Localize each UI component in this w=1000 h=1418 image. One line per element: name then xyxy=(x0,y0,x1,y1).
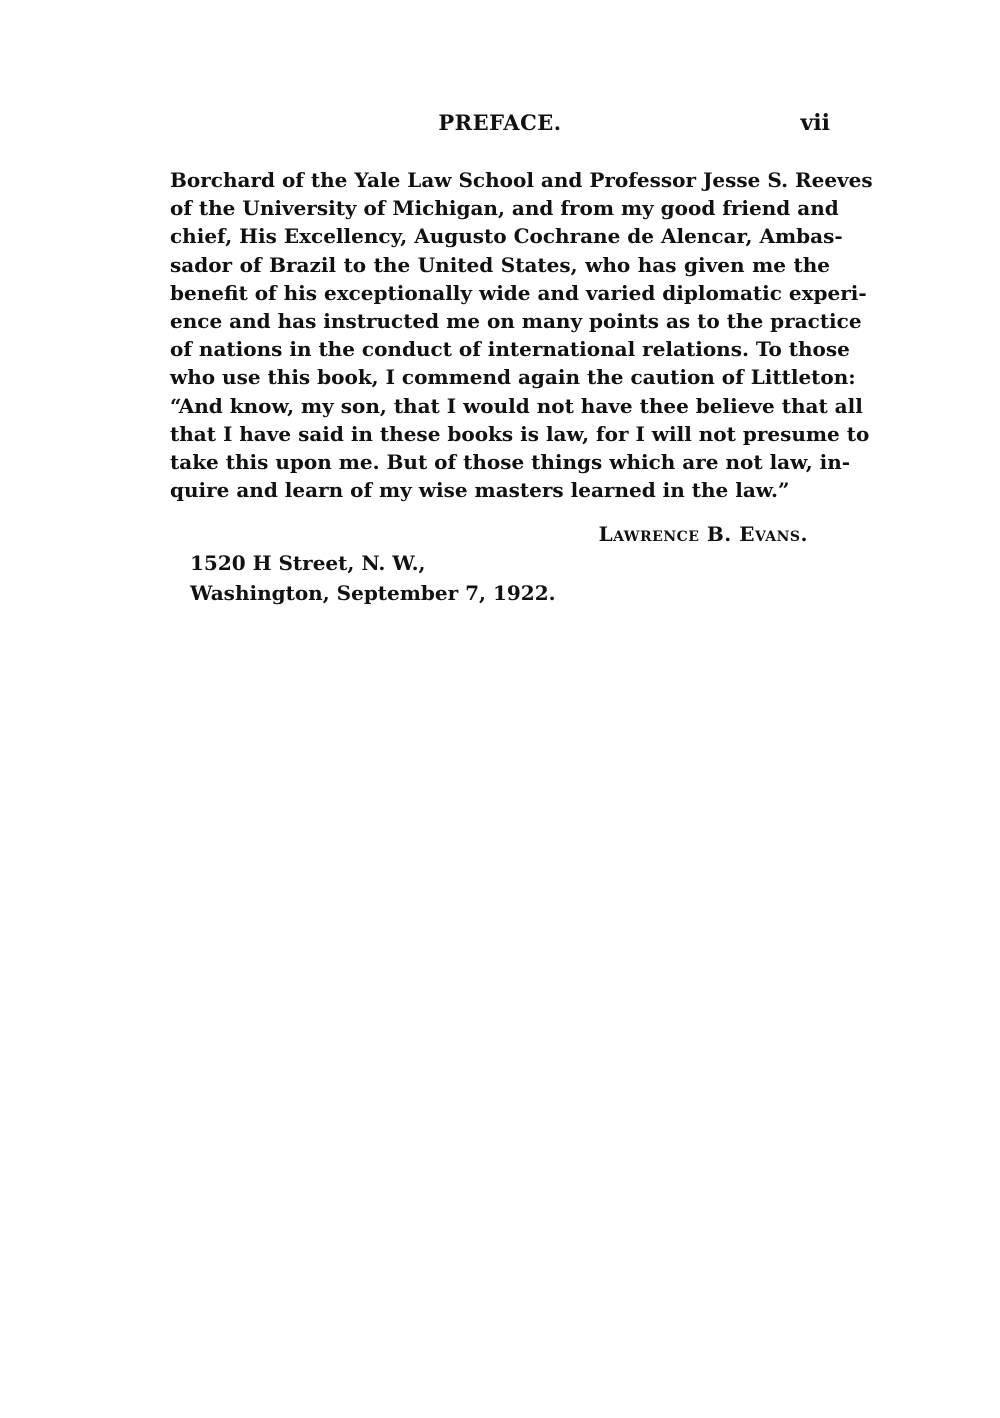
text-line: sador of Brazil to the United States, who has given me the xyxy=(170,252,830,277)
text-line: chief, His Excellency, Augusto Cochrane de Alencar, Ambas- xyxy=(170,224,843,249)
text-line: Borchard of the Yale Law School and Professor Jesse S. Reeves xyxy=(170,168,873,192)
text-line: that I have said in these books is law, for I will not presume to xyxy=(170,421,870,446)
preface-paragraph xyxy=(170,166,873,504)
place-and-date: Washington, September 7, 1922. xyxy=(190,581,556,605)
author-signature: Lawrence B. Evans. xyxy=(598,522,808,546)
text-line: quire and learn of my wise masters learned in the law.” xyxy=(170,478,790,503)
text-line: who use this book, I commend again the caution of Littleton: xyxy=(170,365,856,390)
text-line: of nations in the conduct of international relations. To those xyxy=(170,337,850,362)
text-line: of the University of Michigan, and from my good friend and xyxy=(170,196,839,221)
page-header xyxy=(170,110,830,142)
text-line: benefit of his exceptionally wide and varied diplomatic experi- xyxy=(170,280,867,305)
page-number: vii xyxy=(800,110,830,136)
text-line: take this upon me. But of those things which are not law, in- xyxy=(170,449,851,474)
text-line: ence and has instructed me on many points as to the practice xyxy=(170,308,862,333)
text-line: “And know, my son, that I would not have thee believe that all xyxy=(170,393,863,418)
address-block xyxy=(190,548,556,608)
street-address: 1520 H Street, N. W., xyxy=(190,551,426,575)
running-title: PREFACE. xyxy=(438,110,562,135)
